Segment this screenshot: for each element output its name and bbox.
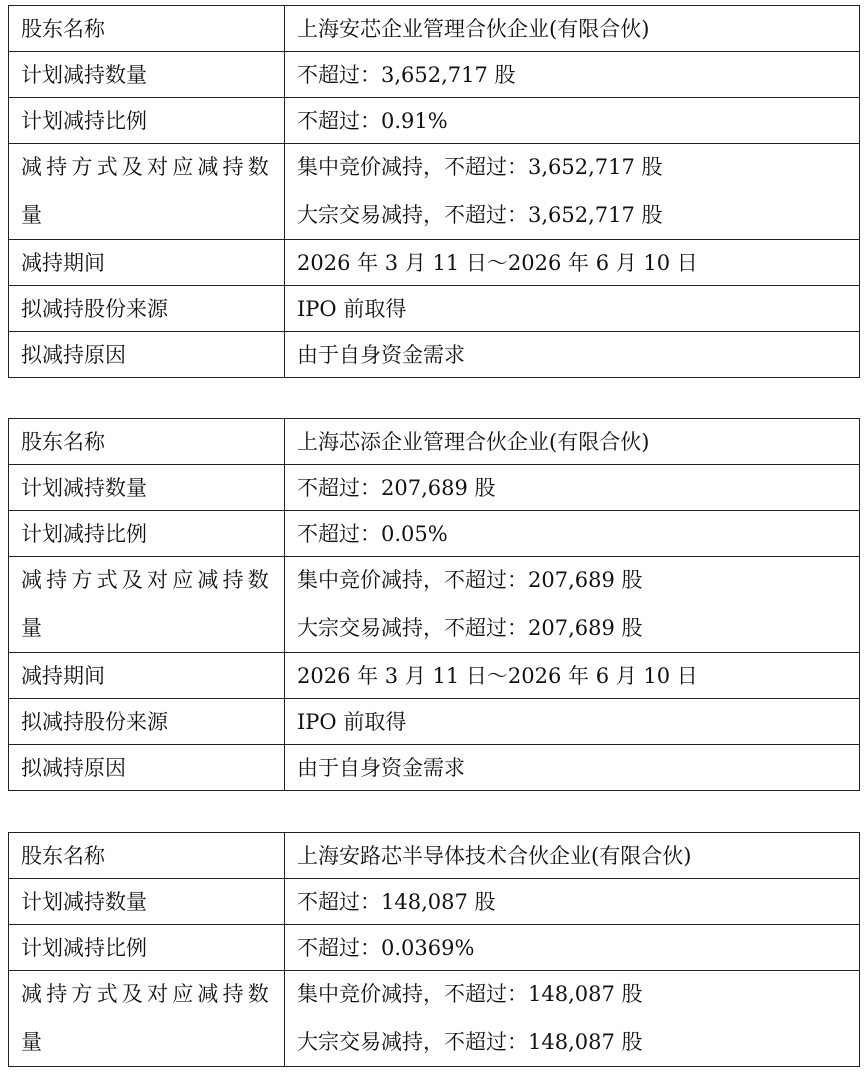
table-row (9, 286, 860, 332)
method-label-line-2: 量 (21, 1029, 47, 1054)
ratio-value: 不超过：0.91% (285, 98, 860, 144)
period-value: 2026 年 3 月 11 日～2026 年 6 月 10 日 (285, 240, 860, 286)
ratio-label: 计划减持比例 (9, 511, 285, 557)
quantity-value: 不超过：3,652,717 股 (285, 52, 860, 98)
table-row (9, 833, 860, 879)
source-value: IPO 前取得 (285, 286, 860, 332)
period-value: 2026 年 3 月 11 日～2026 年 6 月 10 日 (285, 653, 860, 699)
method-label-line-2: 量 (21, 615, 47, 640)
method-value-line-1: 集中竞价减持，不超过：3,652,717 股 (297, 155, 663, 179)
method-value (285, 557, 860, 653)
method-value-line-1: 集中竞价减持，不超过：148,087 股 (297, 982, 643, 1006)
reason-value: 由于自身资金需求 (285, 745, 860, 791)
holder-value: 上海芯添企业管理合伙企业(有限合伙) (285, 419, 860, 465)
reduction-plan-table-2 (8, 418, 860, 791)
table-row (9, 971, 860, 1067)
table-row (9, 240, 860, 286)
ratio-value: 不超过：0.0369% (285, 925, 860, 971)
table-row (9, 879, 860, 925)
holder-label: 股东名称 (9, 833, 285, 879)
method-value-line-1: 集中竞价减持，不超过：207,689 股 (297, 568, 643, 592)
method-label-line-1: 减持方式及对应减持数 (21, 568, 273, 592)
method-label (9, 971, 285, 1067)
reason-value: 由于自身资金需求 (285, 332, 860, 378)
holder-label: 股东名称 (9, 419, 285, 465)
table-row (9, 52, 860, 98)
method-value-line-2: 大宗交易减持，不超过：3,652,717 股 (297, 202, 663, 227)
table-row (9, 332, 860, 378)
quantity-label: 计划减持数量 (9, 52, 285, 98)
table-row (9, 144, 860, 240)
table-row (9, 98, 860, 144)
method-value-line-2: 大宗交易减持，不超过：207,689 股 (297, 615, 643, 640)
table-row (9, 6, 860, 52)
table-row (9, 653, 860, 699)
ratio-label: 计划减持比例 (9, 925, 285, 971)
method-label-line-1: 减持方式及对应减持数 (21, 155, 273, 179)
quantity-label: 计划减持数量 (9, 465, 285, 511)
holder-value: 上海安路芯半导体技术合伙企业(有限合伙) (285, 833, 860, 879)
period-label: 减持期间 (9, 653, 285, 699)
ratio-value: 不超过：0.05% (285, 511, 860, 557)
method-value (285, 144, 860, 240)
method-label (9, 557, 285, 653)
holder-value: 上海安芯企业管理合伙企业(有限合伙) (285, 6, 860, 52)
table-row (9, 511, 860, 557)
reason-label: 拟减持原因 (9, 332, 285, 378)
method-value-line-2: 大宗交易减持，不超过：148,087 股 (297, 1029, 643, 1054)
ratio-label: 计划减持比例 (9, 98, 285, 144)
table-row (9, 419, 860, 465)
reduction-plan-table-3 (8, 832, 860, 1067)
table-row (9, 465, 860, 511)
holder-label: 股东名称 (9, 6, 285, 52)
method-value (285, 971, 860, 1067)
period-label: 减持期间 (9, 240, 285, 286)
table-row (9, 925, 860, 971)
source-value: IPO 前取得 (285, 699, 860, 745)
quantity-label: 计划减持数量 (9, 879, 285, 925)
reduction-plan-table-1 (8, 5, 860, 378)
source-label: 拟减持股份来源 (9, 699, 285, 745)
table-row (9, 699, 860, 745)
method-label (9, 144, 285, 240)
method-label-line-1: 减持方式及对应减持数 (21, 982, 273, 1006)
table-row (9, 557, 860, 653)
source-label: 拟减持股份来源 (9, 286, 285, 332)
quantity-value: 不超过：207,689 股 (285, 465, 860, 511)
table-row (9, 745, 860, 791)
quantity-value: 不超过：148,087 股 (285, 879, 860, 925)
method-label-line-2: 量 (21, 202, 47, 227)
reason-label: 拟减持原因 (9, 745, 285, 791)
